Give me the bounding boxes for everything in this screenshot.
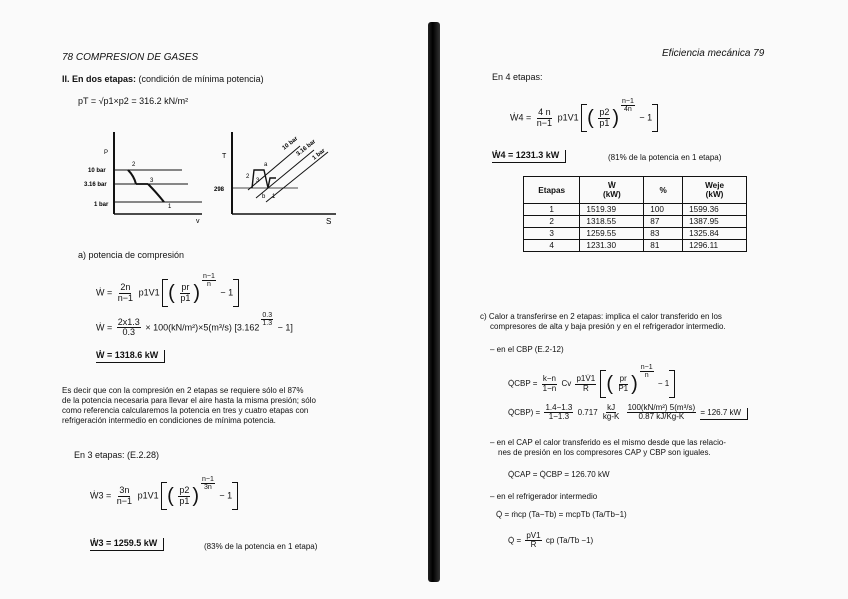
- table-row: [524, 228, 747, 240]
- eq-heat-refrigerator: Q̇ = ṁcp (Ta−Tb) = mcpTb (Ta/Tb−1): [496, 510, 627, 519]
- page-header-left: 78 COMPRESION DE GASES: [62, 52, 199, 63]
- col-percent-label: %: [659, 185, 667, 195]
- eq9-result: = 126.7 kW: [700, 408, 748, 420]
- eq-power-general: Ẇ = $\frac{2n}{n-1}$ p1V1 ( $\frac{pr}{p1}$ ) $\frac{n-1}{n}$ − 1: [96, 279, 239, 307]
- eq-4-stage-result: Ẇ4 = 1231.3 kW: [492, 150, 566, 163]
- eq8-exp-den: n: [644, 372, 649, 380]
- ts-point-b: b: [262, 194, 266, 200]
- eq4-fnum: p2: [179, 485, 190, 496]
- eq6-exp-den: 4n: [624, 106, 632, 114]
- eq1-mid: p1V1: [138, 287, 160, 298]
- eq4-mid: p1V1: [137, 490, 159, 501]
- ts-iso-1bar: 1 bar: [311, 148, 327, 162]
- eq8-lhs: Q̇CBP =: [508, 379, 538, 389]
- eq6-den: n−1: [536, 117, 553, 128]
- eq4-num: 3n: [119, 485, 130, 496]
- ts-point-1: 1: [272, 194, 276, 200]
- eq8-cv: Cv: [561, 379, 572, 389]
- eq8-d2: R: [582, 383, 589, 393]
- eq6-exp-num: n−1: [622, 98, 634, 105]
- eq1-exp-den: n: [206, 281, 211, 289]
- pv-point-2: 2: [132, 162, 136, 168]
- eq4-exp-den: 3n: [204, 484, 212, 492]
- eq-power-4-stages: Ẇ4 = $\frac{4 n}{n-1}$ p1V1 ( $\frac{p2}{p1}$ ) $\frac{n-1}{4n}$ − 1: [510, 104, 658, 132]
- ts-temp-label: 298: [214, 187, 225, 193]
- paragraph-line: de la potencia necesaria para llevar el aire hasta la misma presión; sólo: [62, 396, 316, 405]
- col-weje-unit: (kW): [705, 190, 724, 199]
- eq9-n3: 100(kN/m²) 5(m³/s): [627, 403, 696, 412]
- ts-point-a: a: [264, 162, 268, 168]
- eq2-exp-num: 0.3: [262, 312, 273, 319]
- ts-t-label: T: [222, 153, 227, 160]
- col-weje: [683, 177, 747, 204]
- pv-point-1: 1: [168, 204, 172, 210]
- eq1-num: 2n: [120, 282, 131, 293]
- ts-diagram: [214, 126, 348, 228]
- ts-s-label: S: [326, 217, 332, 226]
- paragraph-line: refrigeración intermedio en condiciones de mínima potencia.: [62, 416, 276, 425]
- eq1-lhs: Ẇ =: [96, 287, 113, 298]
- paragraph-line: como referencia calcularemos la potencia en tres y cuatro etapas con: [62, 406, 309, 415]
- eq1-tail: − 1: [220, 287, 234, 298]
- eq-heat-cbp-substituted: [508, 404, 748, 422]
- table-row: [524, 216, 747, 228]
- pv-p-label: P: [104, 150, 109, 156]
- eq8-d1: 1−n: [542, 383, 557, 393]
- table-cell: 100: [644, 204, 683, 216]
- pv-p1-label: 10 bar: [88, 168, 106, 174]
- eq6-mid: p1V1: [557, 112, 579, 123]
- col-etapas: [524, 177, 580, 204]
- eq6-tail: − 1: [639, 112, 653, 123]
- table-cell: 1387.95: [683, 216, 747, 228]
- part-c-line: c) Calor a transferirse en 2 etapas: implica el calor transferido en los: [480, 312, 722, 321]
- eq-power-substituted: [96, 312, 293, 338]
- eq9-n1: 1.4−1.3: [545, 403, 573, 412]
- eq2-mid: × 100(kN/m²)×5(m³/s) [3.162: [145, 322, 260, 333]
- table-cell: 1259.55: [580, 228, 644, 240]
- eq8-fden: P1: [618, 383, 629, 393]
- ts-iso-10bar: 10 bar: [281, 135, 300, 152]
- pt-equation: pT = √p1×p2 = 316.2 kN/m²: [78, 96, 189, 106]
- table-row: [524, 240, 747, 252]
- eq2-num: 2x1.3: [117, 317, 140, 327]
- eq2-exp-den: 1.3: [262, 320, 273, 328]
- table-cell: 1325.84: [683, 228, 747, 240]
- part-c-title: [480, 312, 726, 332]
- eq6-fnum: p2: [599, 107, 610, 118]
- eq9-lhs: Q̇CBP) =: [508, 408, 541, 417]
- three-stage-title: En 3 etapas: (E.2.28): [74, 450, 160, 460]
- part-a-title: a) potencia de compresión: [78, 250, 185, 260]
- section-heading: [62, 74, 264, 84]
- col-w-label: Ẇ: [607, 181, 616, 190]
- book-spine: [428, 22, 440, 582]
- eq4-tail: − 1: [219, 490, 233, 501]
- eq2-tail: − 1]: [277, 322, 293, 333]
- eq6-fden: p1: [599, 117, 610, 128]
- table-cell: 83: [644, 228, 683, 240]
- section-title: II. En dos etapas:: [62, 74, 137, 84]
- ts-iso-316bar: 3.16 bar: [295, 138, 318, 158]
- eq9-d2: kg-K: [602, 412, 620, 422]
- eq-power-3-stages: Ẇ3 = $\frac{3n}{n-1}$ p1V1 ( $\frac{p2}{p1}$ ) $\frac{n-1}{3n}$ − 1: [90, 482, 238, 510]
- table-cell: 1296.11: [683, 240, 747, 252]
- eq-3-stage-note: (83% de la potencia en 1 etapa): [204, 542, 318, 551]
- paragraph-line: Es decir que con la compresión en 2 etapas se requiere sólo el 87%: [62, 386, 304, 395]
- eq12-tail: cp (Ta/Tb −1): [545, 536, 594, 545]
- eq4-exp-num: n−1: [202, 476, 214, 483]
- power-comparison-table: [523, 176, 747, 252]
- four-stage-title: En 4 etapas:: [492, 72, 543, 82]
- eq1-fden: p1: [180, 292, 191, 303]
- eq12-den: R: [530, 540, 537, 550]
- eq-4-stage-note: (81% de la potencia en 1 etapa): [608, 153, 722, 162]
- eq2-den: 0.3: [122, 327, 136, 338]
- pv-diagram: [84, 126, 210, 226]
- eq9-mid: 0.717: [577, 408, 598, 417]
- col-etapas-label: Etapas: [538, 185, 566, 195]
- col-weje-label: Weje: [705, 181, 725, 190]
- eq2-lhs: Ẇ =: [96, 322, 113, 333]
- eq8-n2: p1V̇1: [576, 374, 596, 384]
- part-c-line: compresores de alta y baja presión y en el refrigerador intermedio.: [490, 322, 726, 331]
- table-cell: 3: [524, 228, 580, 240]
- eq-3-stage-result: Ẇ3 = 1259.5 kW: [90, 538, 164, 551]
- col-percent: [644, 177, 683, 204]
- cap-line: nes de presión en los compresores CAP y CBP son iguales.: [498, 448, 711, 457]
- eq1-exp-num: n−1: [203, 273, 215, 280]
- eq-heat-final: [508, 532, 593, 550]
- cbp-title: – en el CBP (E.2-12): [490, 345, 564, 354]
- table-cell: 1: [524, 204, 580, 216]
- eq12-num: pV1: [526, 531, 541, 540]
- table-cell: 1318.55: [580, 216, 644, 228]
- eq1-den: n−1: [117, 292, 134, 303]
- eq4-lhs: Ẇ3 =: [90, 490, 112, 501]
- eq1-fnum: pr: [181, 282, 190, 293]
- pv-v-label: v: [196, 218, 200, 225]
- eq-heat-cbp-general: Q̇CBP = $\frac{k-n}{1-n}$ Cv $\frac{p1V̇1}{R}$ ( $\frac{pr}{P1}$ ) $\frac{n-1}{n}$ − 1: [508, 370, 675, 398]
- pv-p3-label: 1 bar: [94, 202, 109, 208]
- col-w: [580, 177, 644, 204]
- ts-point-3: 3: [256, 178, 260, 184]
- section-note: (condición de mínima potencia): [138, 74, 264, 84]
- table-cell: 81: [644, 240, 683, 252]
- page-header-right: Eficiencia mecánica 79: [662, 48, 765, 59]
- eq9-d3: 0.87 kJ/Kg-K: [638, 412, 685, 422]
- eq9-n2: kJ: [607, 403, 616, 412]
- eq1-frac: [117, 283, 134, 303]
- eq6-lhs: Ẇ4 =: [510, 112, 532, 123]
- eq4-den: n−1: [116, 495, 133, 506]
- table-cell: 2: [524, 216, 580, 228]
- refrigerator-title: – en el refrigerador intermedio: [490, 492, 598, 501]
- col-w-unit: (kW): [602, 190, 621, 199]
- pv-p2-label: 3.16 bar: [84, 182, 107, 188]
- ts-point-2: 2: [246, 174, 250, 180]
- eq9-d1: 1−1.3: [548, 412, 570, 422]
- eq8-n1: k−n: [542, 374, 556, 384]
- right-page: [440, 0, 848, 599]
- eq-heat-cap: Q̇CAP = Q̇CBP = 126.70 kW: [508, 470, 610, 479]
- table-cell: 87: [644, 216, 683, 228]
- eq8-exp-num: n−1: [640, 364, 653, 371]
- eq-power-result: Ẇ = 1318.6 kW: [96, 350, 165, 363]
- table-cell: 1231.30: [580, 240, 644, 252]
- left-page: [0, 0, 420, 599]
- cap-explanation: [490, 438, 726, 458]
- eq8-fnum: pr: [619, 374, 627, 384]
- eq8-tail: − 1: [657, 379, 670, 389]
- conclusion-paragraph: [62, 386, 316, 426]
- pv-point-3: 3: [150, 178, 154, 184]
- table-cell: 4: [524, 240, 580, 252]
- eq12-lhs: Q̇ =: [508, 536, 522, 545]
- cap-line: – en el CAP el calor transferido es el mismo desde que las relacio-: [490, 438, 726, 447]
- table-header-row: [524, 177, 747, 204]
- eq4-fden: p1: [179, 495, 190, 506]
- table-row: [524, 204, 747, 216]
- eq6-num: 4 n: [538, 107, 551, 118]
- table-cell: 1519.39: [580, 204, 644, 216]
- table-cell: 1599.36: [683, 204, 747, 216]
